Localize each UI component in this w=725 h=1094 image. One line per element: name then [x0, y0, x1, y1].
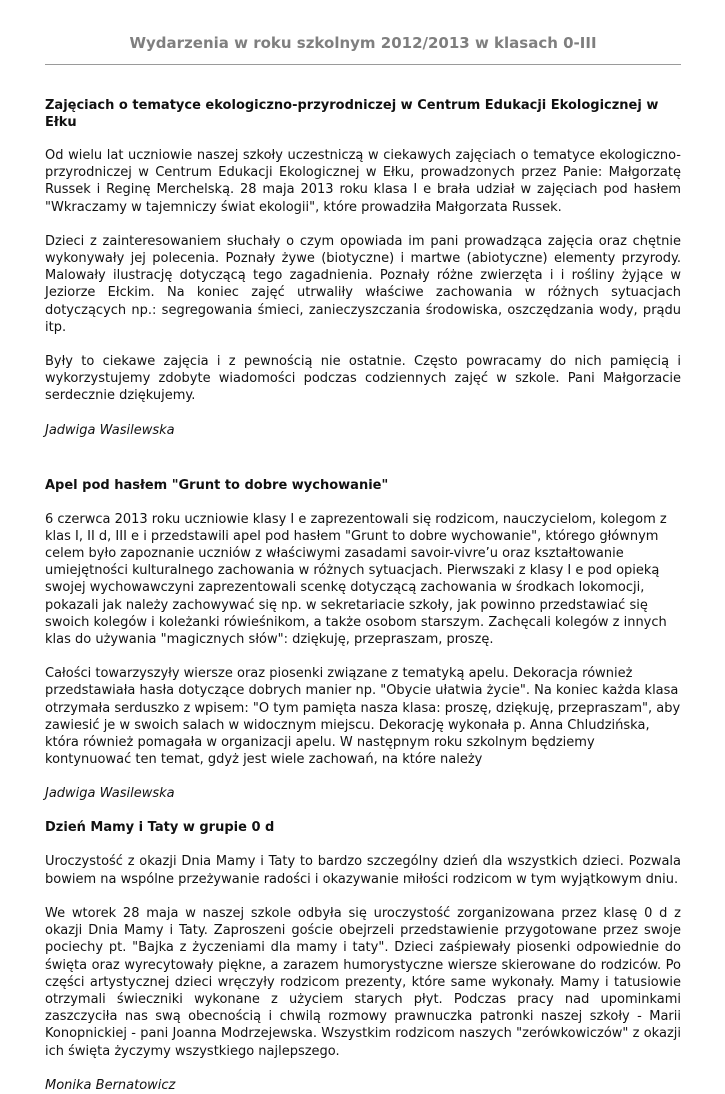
article-author: Jadwiga Wasilewska [45, 422, 175, 438]
document-page [45, 34, 681, 1094]
article-heading: Dzień Mamy i Taty w grupie 0 d [45, 820, 275, 836]
article-mother-father-day [45, 819, 681, 1093]
article-author: Monika Bernatowicz [45, 1077, 176, 1093]
article-good-manners-assembly [45, 477, 681, 803]
article-paragraph: We wtorek 28 maja w naszej szkole odbyła się uroczystość zorganizowana przez klasę 0 d z okazji Dnia Mamy i Taty. Zaproszeni goście obejrzeli przedstawienie przygotowane przez swoje pociechy pt. "Bajka z życzeniami dla mamy i taty". Dzieci zaśpiewały piosenki odpowiednie do święta oraz wyrecytowały piękne, a zarazem humorystyczne wiersze skierowane do rodziców. Po części artystycznej dzieci wręczyły rodzicom prezenty, które same wykonały. Mamy i tatusiowie otrzymali świeczniki wykonane z użyciem starych płyt. Podczas pracy nad upominkami zaszczyciła nas swą obecnością i chwilą rozmowy prawnuczka patronki naszej szkoły - Marii Konopnickiej - pani Joanna Modrzejewska. Wszystkim rodzicom naszych "zerówkowiczów" z okazji ich święta życzymy wszystkiego najlepszego. [45, 905, 681, 1059]
title-divider [45, 64, 681, 65]
article-paragraph: Uroczystość z okazji Dnia Mamy i Taty to bardzo szczególny dzień dla wszystkich dzieci. Pozwala bowiem na wspólne przeżywanie radości i okazywanie miłości rodzicom w tym wyjątkowym dniu. [45, 854, 681, 887]
article-heading: Zajęciach o tematyce ekologiczno-przyrodniczej w Centrum Edukacji Ekologicznej w Ełku [45, 98, 659, 130]
article-paragraph: Od wielu lat uczniowie naszej szkoły uczestniczą w ciekawych zajęciach o tematyce ekologiczno-przyrodniczej w Centrum Edukacji Ekologicznej w Ełku, prowadzonych przez Panie: Małgorzatę Russek i Reginę Merchelską. 28 maja 2013 roku klasa I e brała udział w zajęciach pod hasłem "Wkraczamy w tajemniczy świat ekologii", które prowadziła Małgorzata Russek. [45, 148, 681, 215]
article-ecology-classes [45, 97, 681, 439]
document-title: Wydarzenia w roku szkolnym 2012/2013 w klasach 0-III [129, 34, 597, 52]
article-paragraph: Całości towarzyszyły wiersze oraz piosenki związane z tematyką apelu. Dekoracja również przedstawiała hasła dotyczące dobrych manier np. "Obycie ułatwia życie". Na koniec każda klasa otrzymała serduszko z wpisem: "O tym pamięta nasza klasa: proszę, dziękuję, przepraszam", aby zawiesić je w swoich salach w widocznym miejscu. Dekorację wykonała p. Anna Chludzińska, która również pomagała w organizacji apelu. W następnym roku szkolnym będziemy kontynuować ten temat, gdyż jest wiele zachowań, na które należy [45, 666, 681, 768]
article-heading: Apel pod hasłem "Grunt to dobre wychowanie" [45, 477, 389, 493]
article-paragraph: Były to ciekawe zajęcia i z pewnością nie ostatnie. Często powracamy do nich pamięcią i wykorzystujemy zdobyte wiadomości podczas codziennych zajęć w szkole. Pani Małgorzacie serdecznie dziękujemy. [45, 354, 681, 404]
article-author: Jadwiga Wasilewska [45, 786, 175, 802]
article-paragraph: Dzieci z zainteresowaniem słuchały o czym opowiada im pani prowadząca zajęcia oraz chętnie wykonywały jej polecenia. Poznały żywe (biotyczne) i martwe (abiotyczne) elementy przyrody. Malowały ilustrację dotyczącą tego zagadnienia. Poznały różne zwierzęta i i rośliny żyjące w Jeziorze Ełckim. Na koniec zajęć utrwaliły właściwe zachowania w różnych sytuacjach dotyczących np.: segregowania śmieci, zanieczyszczania środowiska, oszczędzania wody, prądu itp. [45, 233, 681, 335]
article-paragraph: 6 czerwca 2013 roku uczniowie klasy I e zaprezentowali się rodzicom, nauczycielom, kolegom z klas I, II d, III e i przedstawili apel pod hasłem "Grunt to dobre wychowanie", którego głównym celem było zapoznanie uczniów z właściwymi zasadami savoir-vivre’u oraz kształtowanie umiejętności kulturalnego zachowania w różnych sytuacjach. Pierwszaki z klasy I e pod opieką swojej wychowawczyni zaprezentowali scenkę dotyczącą zachowania w środkach lokomocji, pokazali jak należy zachowywać się np. w sekretariacie szkoły, jak powinno przedstawiać się swoich kolegów i koleżanki rówieśnikom, a także osobom starszym. Zachęcali kolegów z innych klas do używania "magicznych słów": dziękuję, przepraszam, proszę. [45, 511, 667, 648]
